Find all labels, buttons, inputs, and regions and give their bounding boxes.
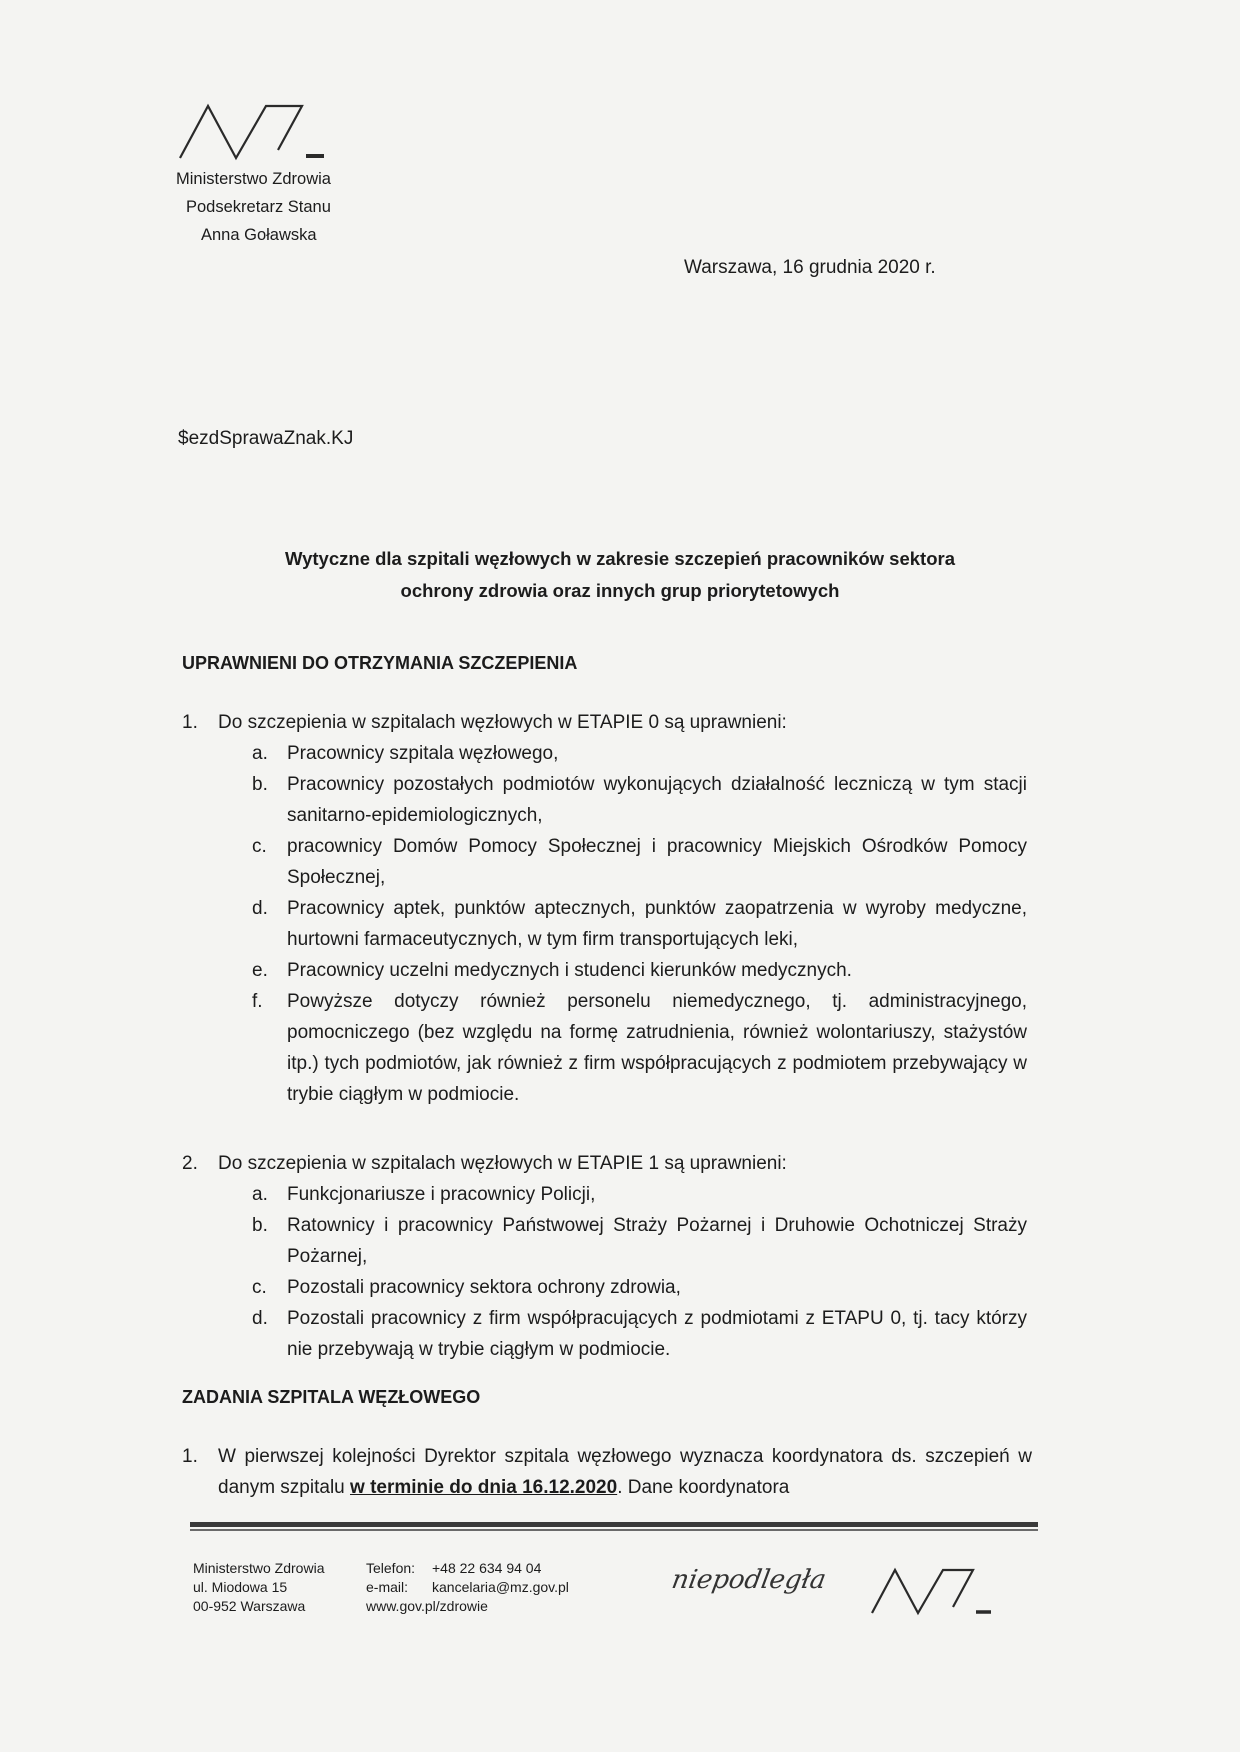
sub-item bbox=[252, 955, 1027, 986]
phone-number: +48 22 634 94 04 bbox=[432, 1560, 542, 1576]
sub-item-text: Pozostali pracownicy z firm współpracujących z podmiotami z ETAPU 0, tj. tacy którzy nie przebywają w trybie ciągłym w podmiocie. bbox=[287, 1308, 1027, 1360]
mz-logo-icon bbox=[178, 100, 358, 162]
phone-label: Telefon: bbox=[366, 1560, 416, 1576]
sub-item-text: Pozostali pracownicy sektora ochrony zdrowia, bbox=[287, 1277, 681, 1298]
ministry-name: Ministerstwo Zdrowia bbox=[176, 170, 331, 188]
text-part: . Dane koordynatora bbox=[617, 1477, 790, 1498]
sub-item bbox=[252, 831, 1027, 893]
sub-item bbox=[252, 738, 1027, 769]
sub-item-text: pracownicy Domów Pomocy Społecznej i pracownicy Miejskich Ośrodków Pomocy Społecznej, bbox=[287, 836, 1027, 888]
list-item-coordinator bbox=[182, 1441, 1032, 1503]
document-title bbox=[200, 543, 1040, 607]
list-number: 1. bbox=[182, 1446, 198, 1467]
footer-divider bbox=[190, 1529, 1038, 1531]
sub-item bbox=[252, 893, 1027, 955]
case-reference: $ezdSprawaZnak.KJ bbox=[178, 428, 354, 449]
list-item-text: Do szczepienia w szpitalach węzłowych w ETAPIE 1 są uprawnieni: bbox=[218, 1153, 787, 1174]
website-link[interactable]: www.gov.pl/zdrowie bbox=[366, 1598, 488, 1614]
sub-item bbox=[252, 1303, 1027, 1365]
email-link[interactable]: kancelaria@mz.gov.pl bbox=[432, 1579, 569, 1595]
sub-item-text: Pracownicy szpitala węzłowego, bbox=[287, 743, 559, 764]
sub-item bbox=[252, 769, 1027, 831]
sub-item-letter: d. bbox=[252, 898, 268, 919]
list-item-text bbox=[218, 1441, 1032, 1503]
footer-address-line: Ministerstwo Zdrowia bbox=[193, 1560, 325, 1576]
sub-item-text: Pracownicy aptek, punktów aptecznych, punktów zaopatrzenia w wyroby medyczne, hurtowni farmaceutycznych, w tym firm transportujących leki, bbox=[287, 898, 1027, 950]
sub-item bbox=[252, 1210, 1027, 1272]
sub-item bbox=[252, 1179, 1027, 1210]
sub-item-text: Funkcjonariusze i pracownicy Policji, bbox=[287, 1184, 596, 1205]
official-position: Podsekretarz Stanu bbox=[186, 198, 331, 216]
document-title-line-1: Wytyczne dla szpitali węzłowych w zakresie szczepień pracowników sektora bbox=[284, 548, 955, 569]
sub-item-letter: a. bbox=[252, 1184, 268, 1205]
footer-contact bbox=[366, 1559, 569, 1616]
sub-item-letter: c. bbox=[252, 836, 267, 857]
niepodlegla-signature: niepodległa bbox=[669, 1565, 829, 1595]
footer-address-line: 00-952 Warszawa bbox=[193, 1598, 306, 1614]
sub-item-text: Pracownicy pozostałych podmiotów wykonujących działalność leczniczą w tym stacji sanitarno-epidemiologicznych, bbox=[287, 774, 1027, 826]
document-title-line-2: ochrony zdrowia oraz innych grup priorytetowych bbox=[400, 580, 840, 601]
list-number: 1. bbox=[182, 712, 198, 733]
sub-item-text: Ratownicy i pracownicy Państwowej Straży Pożarnej i Druhowie Ochotniczej Straży Pożarnej, bbox=[287, 1215, 1027, 1267]
sub-item-letter: c. bbox=[252, 1277, 267, 1298]
sub-item-letter: d. bbox=[252, 1308, 268, 1329]
section-heading-tasks: ZADANIA SZPITALA WĘZŁOWEGO bbox=[182, 1387, 481, 1407]
sub-item-text: Powyższe dotyczy również personelu niemedycznego, tj. administracyjnego, pomocniczego (bez względu na formę zatrudnienia, również wolontariuszy, stażystów itp.) tych podmiotów, jak również z firm współpracujących z podmiotem przebywający w trybie ciągłym w podmiocie. bbox=[287, 991, 1027, 1105]
footer-address-line: ul. Miodowa 15 bbox=[193, 1579, 288, 1595]
deadline-text: w terminie do dnia 16.12.2020 bbox=[350, 1477, 618, 1498]
text-part: W pierwszej kolejności Dyrektor szpitala węzłowego wyznacza koordynatora ds. szczepień w danym szpitalu bbox=[218, 1446, 1032, 1498]
footer-address bbox=[193, 1559, 324, 1616]
list-number: 2. bbox=[182, 1153, 198, 1174]
mz-logo-icon bbox=[870, 1565, 1020, 1617]
list-item-text: Do szczepienia w szpitalach węzłowych w ETAPIE 0 są uprawnieni: bbox=[218, 712, 787, 733]
email-label: e-mail: bbox=[366, 1579, 409, 1595]
section-heading-eligible: UPRAWNIENI DO OTRZYMANIA SZCZEPIENIA bbox=[182, 653, 578, 673]
place-date: Warszawa, 16 grudnia 2020 r. bbox=[684, 257, 936, 278]
sub-item-letter: b. bbox=[252, 774, 268, 795]
footer-divider bbox=[190, 1522, 1038, 1527]
sub-item bbox=[252, 986, 1027, 1110]
sub-item-letter: e. bbox=[252, 960, 268, 981]
official-name: Anna Goławska bbox=[201, 226, 317, 244]
sub-item-text: Pracownicy uczelni medycznych i studenci kierunków medycznych. bbox=[287, 960, 852, 981]
sub-item-letter: b. bbox=[252, 1215, 268, 1236]
ministry-header bbox=[176, 165, 331, 249]
sub-item-letter: a. bbox=[252, 743, 268, 764]
sub-item-letter: f. bbox=[252, 991, 263, 1012]
sub-item bbox=[252, 1272, 1027, 1303]
